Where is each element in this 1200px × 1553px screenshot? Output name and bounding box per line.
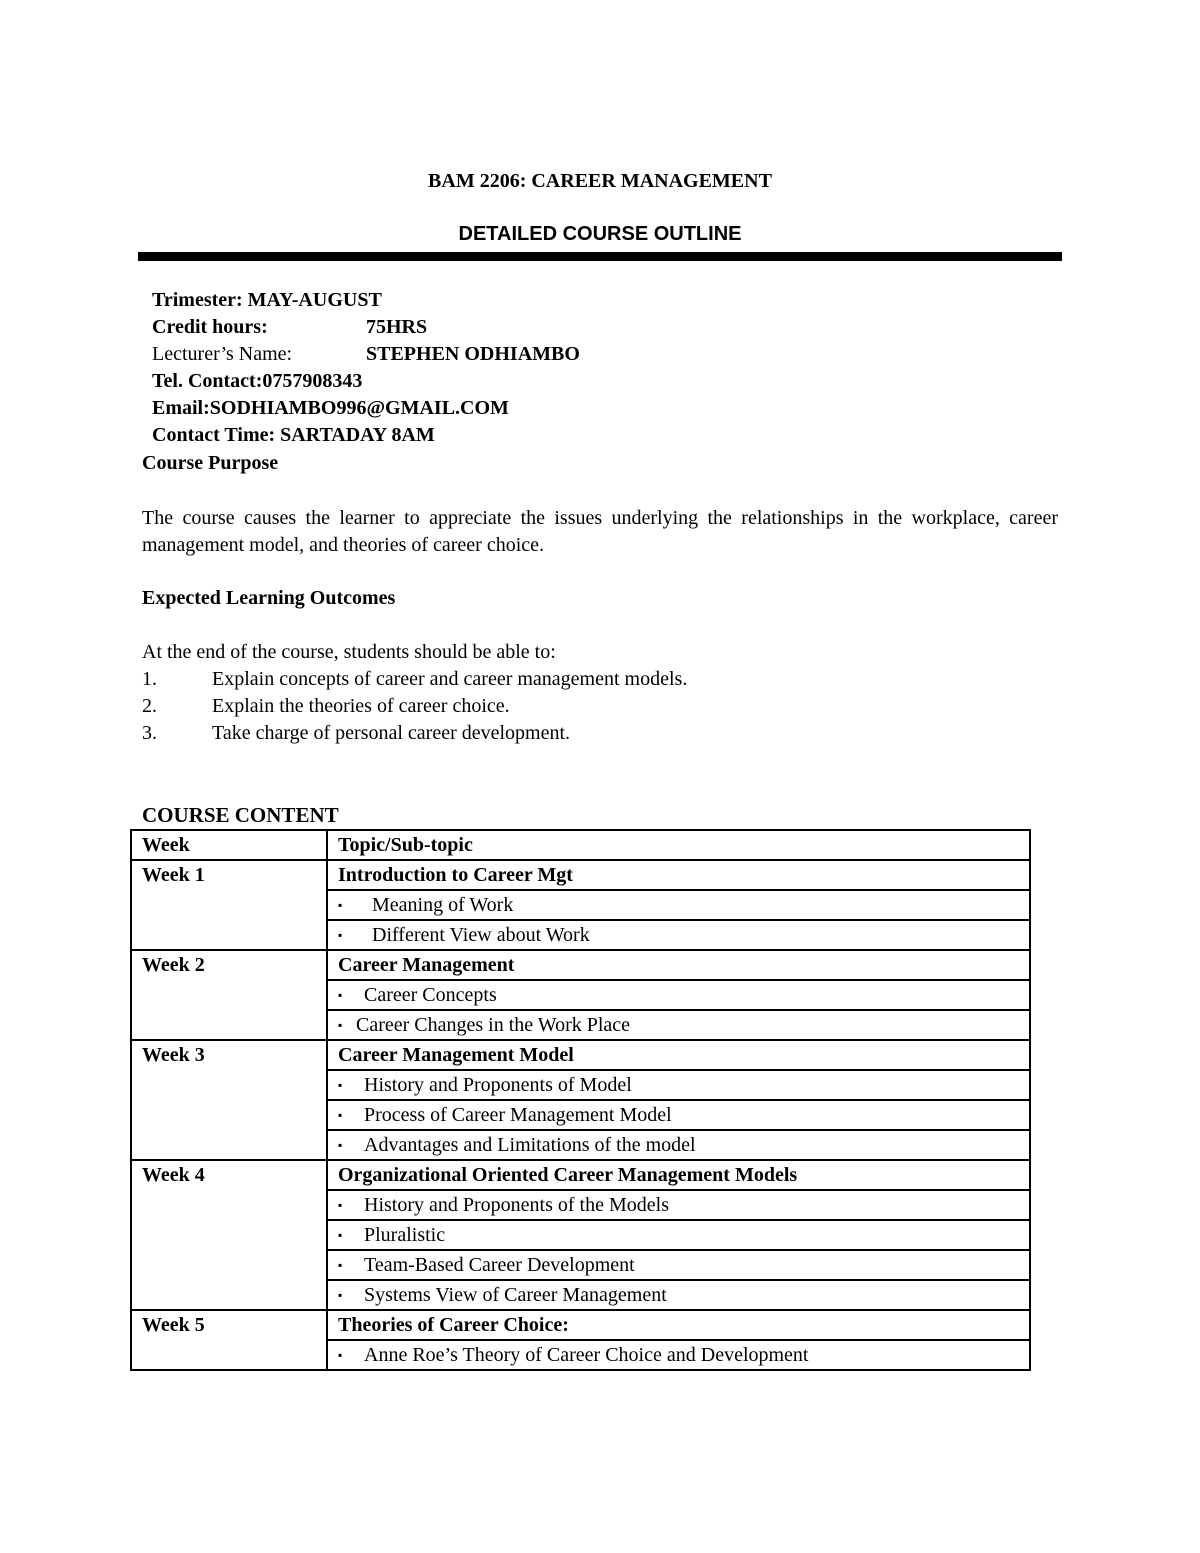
lecturer-line [152,343,580,366]
outcomes-intro: At the end of the course, students should be able to: [142,641,556,663]
topic-cell: Introduction to Career Mgt [327,860,1030,890]
bullet-icon: ▪ [338,898,343,912]
subtopic-cell [327,1340,1030,1370]
email-line: Email:SODHIAMBO996@GMAIL.COM [152,397,509,419]
topic-cell: Career Management [327,950,1030,980]
subtopic-cell [327,1280,1030,1310]
table-row [131,1160,1030,1190]
course-purpose-heading: Course Purpose [142,452,279,474]
subtopic-cell [327,920,1030,950]
subtopic-cell [327,1070,1030,1100]
bullet-icon: ▪ [338,1018,343,1032]
bullet-icon: ▪ [338,928,343,942]
bullet-icon: ▪ [338,1198,343,1212]
subtopic-cell [327,980,1030,1010]
title-rule [138,252,1062,261]
outcome-text: Take charge of personal career development. [212,722,571,744]
lecturer-label: Lecturer’s Name: [152,343,293,365]
credit-hours-value: 75HRS [366,316,428,338]
outcome-number: 3. [142,722,157,744]
subtopic-cell [327,1010,1030,1040]
outcome-item [142,722,570,745]
topic-cell: Career Management Model [327,1040,1030,1070]
table-header-row [131,830,1030,860]
column-header-week: Week [131,830,327,860]
bullet-icon: ▪ [338,988,343,1002]
bullet-icon: ▪ [338,1258,343,1272]
subtopic-cell [327,1100,1030,1130]
table-row [131,950,1030,980]
topic-cell: Theories of Career Choice: [327,1310,1030,1340]
topic-cell: Organizational Oriented Career Management Models [327,1160,1030,1190]
outcome-text: Explain the theories of career choice. [212,695,510,717]
week-cell: Week 3 [131,1040,327,1160]
outcome-item [142,668,687,691]
subtopic-cell [327,1190,1030,1220]
subtopic-text: Meaning of Work [372,894,514,916]
subtopic-text: History and Proponents of the Models [364,1194,669,1216]
course-title: BAM 2206: CAREER MANAGEMENT [428,170,772,192]
subtopic-cell [327,1130,1030,1160]
subtopic-text: History and Proponents of Model [364,1074,632,1096]
course-content-heading: COURSE CONTENT [142,803,339,827]
outcomes-heading: Expected Learning Outcomes [142,587,396,609]
credit-hours-label: Credit hours: [152,316,268,338]
tel-contact-line: Tel. Contact:0757908343 [152,370,363,392]
table-row [131,1040,1030,1070]
outcome-item [142,695,510,718]
week-cell: Week 1 [131,860,327,950]
credit-hours-line [152,316,427,339]
subtopic-text: Process of Career Management Model [364,1104,672,1126]
subtopic-cell [327,890,1030,920]
trimester-line: Trimester: MAY-AUGUST [152,289,382,311]
contact-time-line: Contact Time: SARTADAY 8AM [152,424,435,446]
week-cell: Week 4 [131,1160,327,1310]
subtopic-cell [327,1250,1030,1280]
subtopic-text: Systems View of Career Management [364,1284,667,1306]
subtopic-text: Advantages and Limitations of the model [364,1134,696,1156]
outcome-number: 1. [142,668,157,690]
bullet-icon: ▪ [338,1228,343,1242]
bullet-icon: ▪ [338,1348,343,1362]
subtopic-text: Different View about Work [372,924,590,946]
bullet-icon: ▪ [338,1288,343,1302]
table-row [131,1310,1030,1340]
outline-title: DETAILED COURSE OUTLINE [458,223,742,245]
course-purpose-text: The course causes the learner to appreciate the issues underlying the relationships in the workplace, career management model, and theories of career choice. [142,507,1058,556]
bullet-icon: ▪ [338,1138,343,1152]
subtopic-cell [327,1220,1030,1250]
week-cell: Week 5 [131,1310,327,1370]
bullet-icon: ▪ [338,1078,343,1092]
lecturer-value: STEPHEN ODHIAMBO [366,343,580,365]
table-row [131,860,1030,890]
subtopic-text: Pluralistic [364,1224,446,1246]
course-content-table [130,829,1031,1371]
outcome-text: Explain concepts of career and career management models. [212,668,688,690]
subtopic-text: Anne Roe’s Theory of Career Choice and Development [364,1344,809,1366]
subtopic-text: Career Changes in the Work Place [356,1014,631,1036]
column-header-topic: Topic/Sub-topic [327,830,1030,860]
week-cell: Week 2 [131,950,327,1040]
bullet-icon: ▪ [338,1108,343,1122]
outcome-number: 2. [142,695,157,717]
subtopic-text: Career Concepts [364,984,497,1006]
subtopic-text: Team-Based Career Development [364,1254,635,1276]
